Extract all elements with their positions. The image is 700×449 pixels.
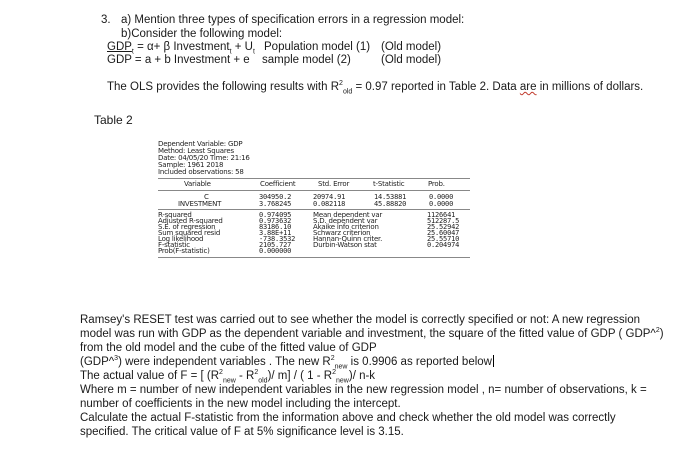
reg-var-c: C xyxy=(204,193,209,201)
ramsey-line-4: (GDP^$^3$) were independent variables . The new $R^2_{new}$ is 0.9906 as reported below xyxy=(80,355,494,369)
question-part-a: a) Mention three types of specification errors in a regression model: xyxy=(121,14,465,26)
reg-stat-value: 0.204974 xyxy=(427,241,460,249)
table-label: Table 2 xyxy=(94,113,133,127)
reg-stat-label: Sum squared resid xyxy=(158,229,221,237)
model-1-error: + U xyxy=(234,41,253,53)
reg-stat-label: Log likelihood xyxy=(158,235,204,243)
ramsey-line-8: Calculate the actual F-statistic from the information above and check whether the old model was correctly xyxy=(80,412,616,424)
reg-stat-value: 83186.10 xyxy=(259,223,292,231)
reg-p-c: 0.0000 xyxy=(429,193,454,201)
ramsey-line-6: Where m = number of new independent variables in the new regression model , n= number of observations, k = xyxy=(80,384,647,396)
model-1-rhs: = α+ β Investment xyxy=(137,41,230,53)
ramsey-line-5: The actual value of F = [ $(R^2_{new} - R^2_{old})/$ m] / ( $1 - R^2_{new})/$ n-k xyxy=(80,369,376,385)
regression-output xyxy=(158,141,470,291)
reg-se-investment: 0.082118 xyxy=(313,200,346,208)
model-2-type: sample model (2) xyxy=(262,54,351,66)
reg-stat-label: F-statistic xyxy=(158,241,190,249)
reg-stat-value: 512287.5 xyxy=(427,217,460,225)
reg-dependent: Dependent Variable: GDP xyxy=(158,140,243,148)
ols-sentence: The OLS provides the following results with $R^2_{old} = 0.97$ reported in Table 2. Data are in millions of dollars. xyxy=(107,80,644,96)
reg-header-se: Std. Error xyxy=(318,180,350,188)
reg-stat-label: Adjusted R-squared xyxy=(158,217,223,225)
reg-stat-value: 3.88E+11 xyxy=(259,229,292,237)
model-2-note: (Old model) xyxy=(381,54,442,66)
reg-header-variable: Variable xyxy=(184,180,211,188)
reg-stat-label: S.E. of regression xyxy=(158,223,216,231)
reg-se-c: 20974.91 xyxy=(313,193,346,201)
ramsey-line-7: number of coefficients in the new model including the intercept. xyxy=(80,398,401,410)
reg-stat-label: S.D. dependent var xyxy=(313,217,378,225)
ramsey-line-1: Ramsey's RESET test was carried out to see whether the model is correctly specified or not: A new regression xyxy=(80,314,640,326)
reg-stat-value: 1126641 xyxy=(427,211,456,219)
reg-t-investment: 45.88820 xyxy=(374,200,407,208)
reg-stat-value: -738.3532 xyxy=(259,235,296,243)
reg-stat-value: 25.60047 xyxy=(427,229,460,237)
reg-header-prob: Prob. xyxy=(428,180,445,188)
model-1-gdp: GDP xyxy=(107,41,132,53)
reg-stat-value: 0.974095 xyxy=(259,211,292,219)
reg-coef-c: 304950.2 xyxy=(259,193,292,201)
reg-date: Date: 04/05/20 Time: 21:16 xyxy=(158,154,250,162)
reg-stat-value: 0.000000 xyxy=(259,247,292,255)
ramsey-line-3: from the old model and the cube of the fitted value of GDP xyxy=(80,342,377,354)
text-cursor xyxy=(493,355,495,367)
reg-stat-label: Prob(F-statistic) xyxy=(158,247,210,255)
question-number: 3. xyxy=(101,14,111,26)
ramsey-line-2: model was run with GDP as the dependent variable and investment, the square of the fitted value of GDP ( GDP^$^2$) xyxy=(80,327,664,340)
reg-stat-value: 25.55710 xyxy=(427,235,460,243)
reg-stat-label: Akaike info criterion xyxy=(313,223,379,231)
model-2-equation: GDP = a + b Investment + e xyxy=(107,54,250,66)
reg-stat-value: 2105.727 xyxy=(259,241,292,249)
reg-stat-label: R-squared xyxy=(158,211,192,219)
reg-stat-value: 0.973632 xyxy=(259,217,292,225)
reg-stat-label: Schwarz criterion xyxy=(313,229,371,237)
reg-stat-label: Durbin-Watson stat xyxy=(313,241,377,249)
reg-stat-label: Hannan-Quinn criter. xyxy=(313,235,383,243)
model-1-type: Population model (1) xyxy=(264,41,371,53)
reg-method: Method: Least Squares xyxy=(158,147,234,155)
reg-stat-value: 25.52942 xyxy=(427,223,460,231)
question-part-b: b)Consider the following model: xyxy=(121,28,283,40)
reg-var-investment: INVESTMENT xyxy=(178,200,222,208)
reg-p-investment: 0.0000 xyxy=(429,200,454,208)
reg-coef-investment: 3.768245 xyxy=(259,200,292,208)
model-1-equation: $GDP_t = \alpha+ \beta$ Investment$_t$ + $U_t$ xyxy=(107,41,255,56)
reg-header-coef: Coefficient xyxy=(260,180,296,188)
reg-header-t: t-Statistic xyxy=(373,180,405,188)
reg-t-c: 14.53881 xyxy=(374,193,407,201)
model-1-note: (Old model) xyxy=(381,41,442,53)
reg-observations: Included observations: 58 xyxy=(158,168,244,176)
reg-sample: Sample: 1961 2018 xyxy=(158,161,224,169)
reg-stat-label: Mean dependent var xyxy=(313,211,383,219)
ramsey-line-9: specified. The critical value of F at 5% significance level is 3.15. xyxy=(80,426,404,438)
